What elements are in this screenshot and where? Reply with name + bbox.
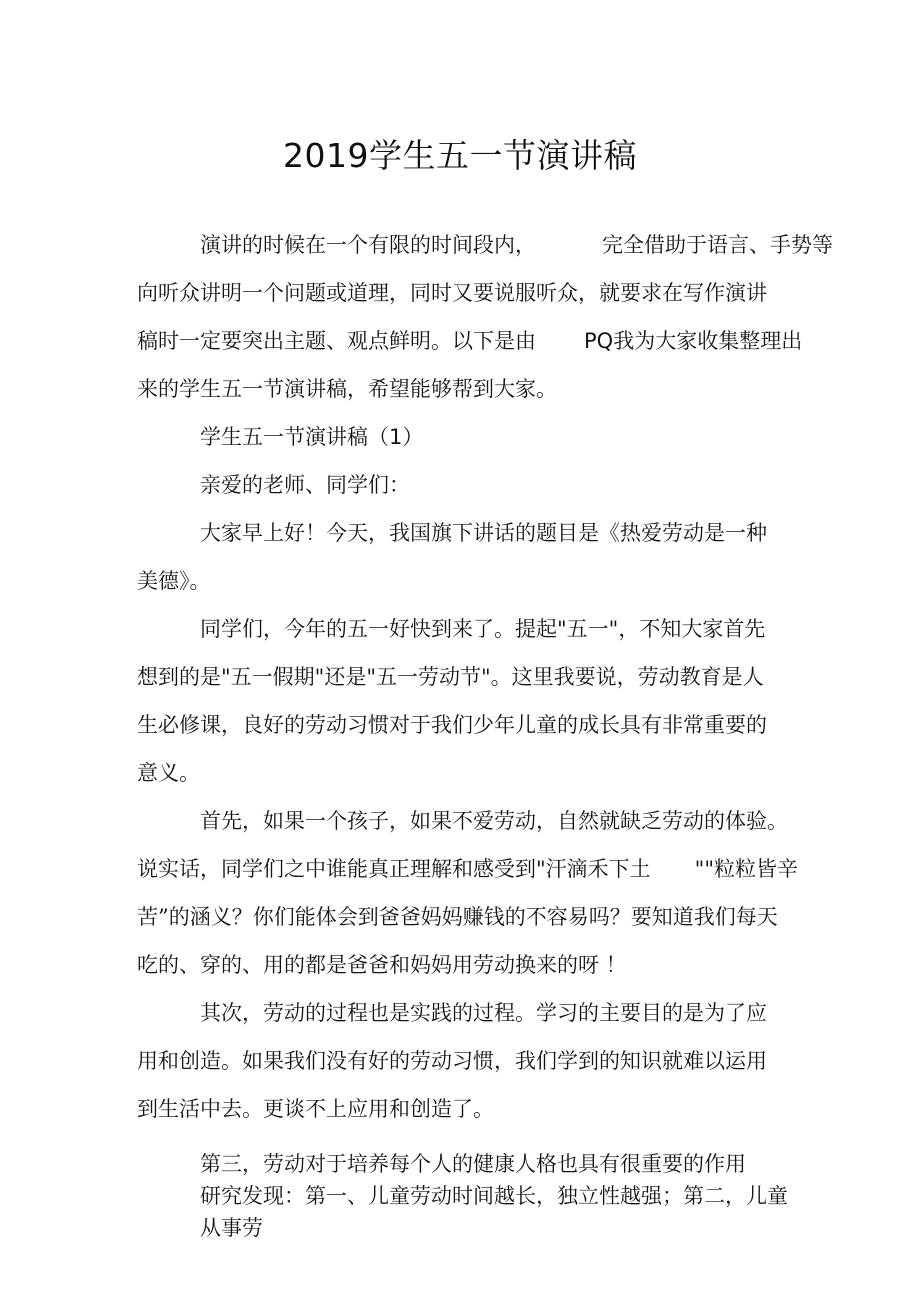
p2-line-1: 同学们，今年的五一好快到来了。提起"五一"，不知大家首先 (200, 617, 766, 641)
intro-line-4: 来的学生五一节演讲稿，希望能够帮到大家。 (137, 377, 557, 401)
intro-line-1: 演讲的时候在一个有限的时间段内， 完全借助于语言、手势等 (200, 233, 833, 257)
p1-line-2: 美德》。 (137, 569, 211, 593)
p3-line-4: 吃的、穿的、用的都是爸爸和妈妈用劳动换来的呀 ！ (137, 953, 627, 977)
greeting: 亲爱的老师、同学们： (200, 473, 410, 497)
intro-line-3: 稿时一定要突出主题、观点鲜明。以下是由 PQ我为大家收集整理出 (137, 329, 803, 353)
p5-line-1: 第三，劳动对于培养每个人的健康人格也具有很重要的作用 (200, 1152, 746, 1176)
p4-line-1: 其次，劳动的过程也是实践的过程。学习的主要目的是为了应 (200, 1001, 767, 1025)
intro-line-2: 向听众讲明一个问题或道理，同时又要说服听众，就要求在写作演讲 (137, 281, 767, 305)
p1-line-1: 大家早上好！今天，我国旗下讲话的题目是《热爱劳动是一种 (200, 521, 767, 545)
p3-line-1: 首先，如果一个孩子，如果不爱劳动，自然就缺乏劳动的体验。 (200, 809, 788, 833)
p2-line-3: 生必修课，良好的劳动习惯对于我们少年儿童的成长具有非常重要的 (137, 713, 767, 737)
p2-line-4: 意义。 (137, 761, 200, 785)
p5-line-2: 研究发现：第一、儿童劳动时间越长，独立性越强；第二，儿童 (200, 1184, 788, 1208)
p4-line-2: 用和创造。如果我们没有好的劳动习惯，我们学到的知识就难以运用 (137, 1049, 767, 1073)
p3-line-3: 苦”的涵义？你们能体会到爸爸妈妈赚钱的不容易吗？要知道我们每天 (137, 905, 778, 929)
page-title: 2019学生五一节演讲稿 (283, 136, 637, 175)
p3-line-2: 说实话，同学们之中谁能真正理解和感受到"汗滴禾下土 ""粒粒皆辛 (137, 857, 798, 881)
speech-subtitle: 学生五一节演讲稿（1） (200, 425, 424, 449)
p2-line-2: 想到的是"五一假期"还是"五一劳动节"。这里我要说，劳动教育是人 (137, 665, 764, 689)
p5-line-3: 从事劳 (200, 1216, 263, 1240)
p4-line-3: 到生活中去。更谈不上应用和创造了。 (137, 1097, 494, 1121)
